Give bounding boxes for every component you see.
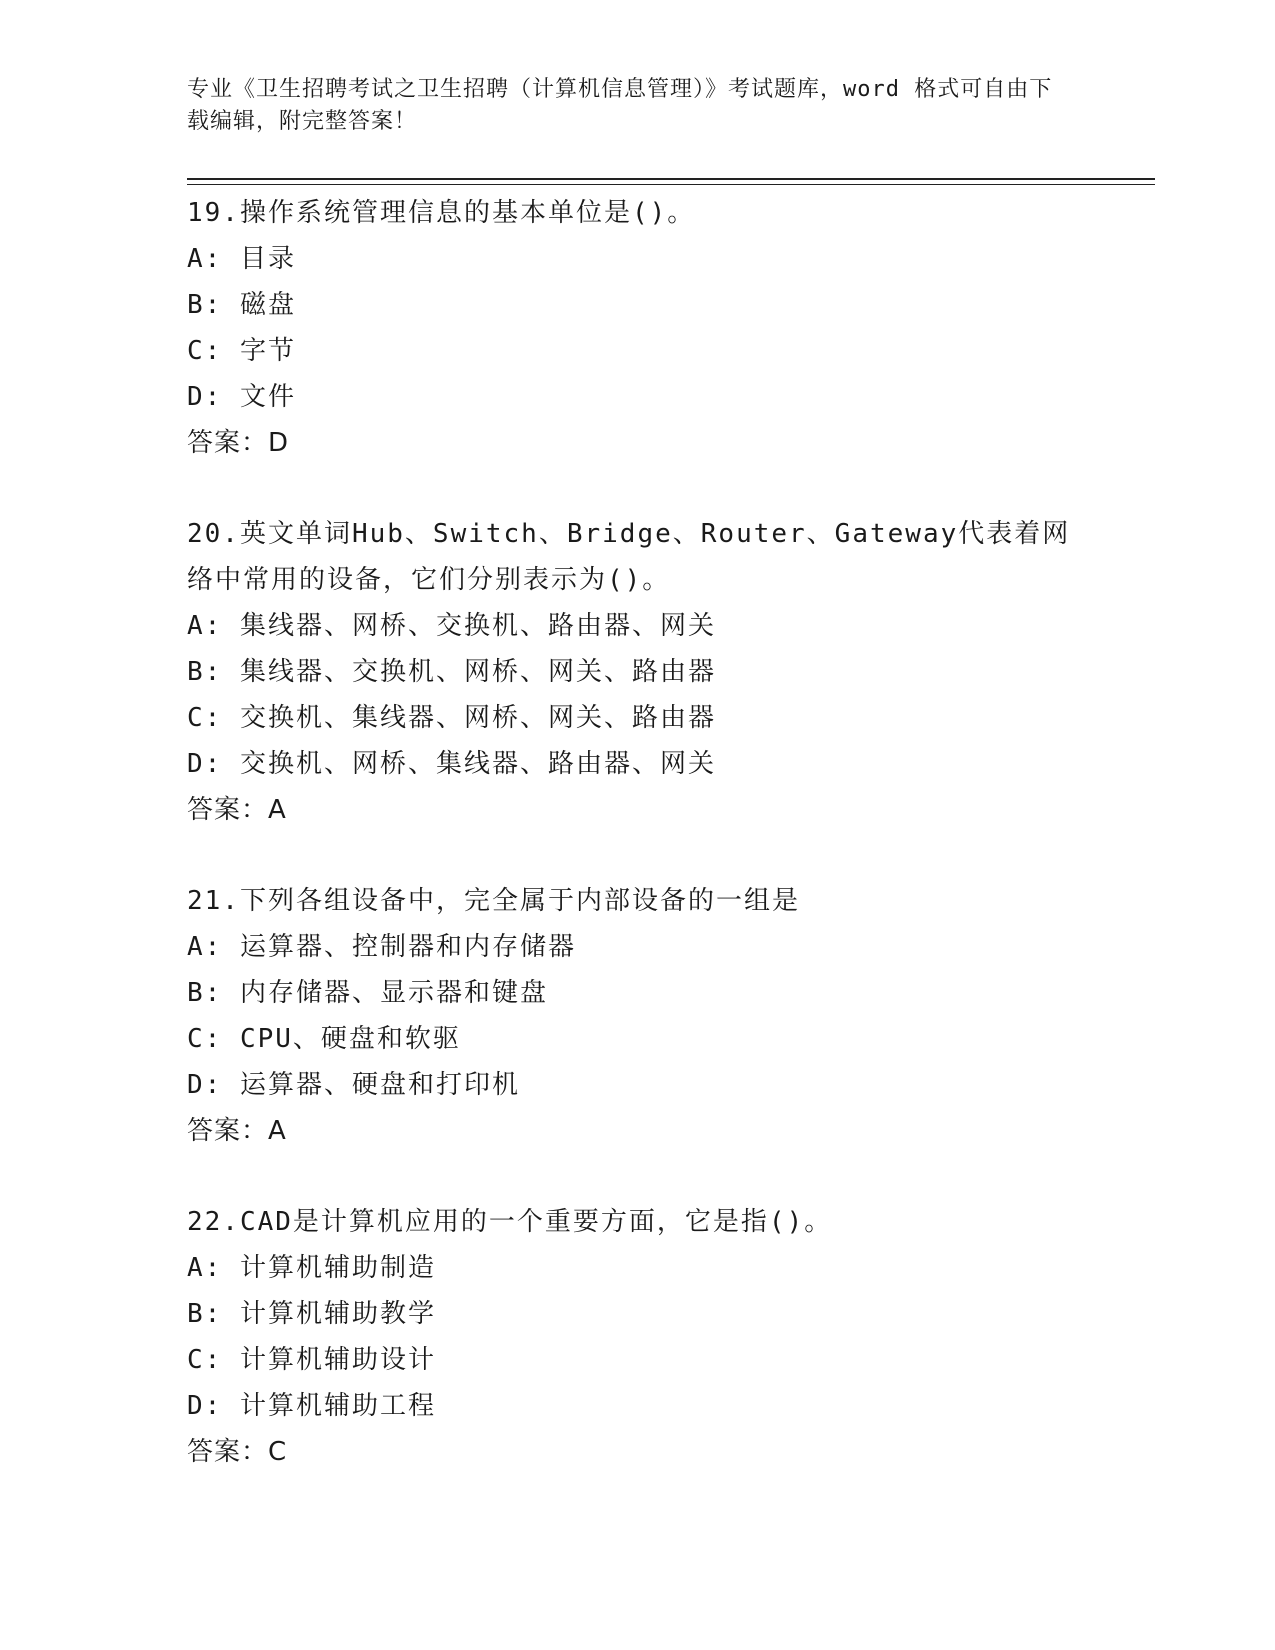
option-b: B: 集线器、交换机、网桥、网关、路由器 [187,657,716,687]
question-stem: 20.英文单词Hub、Switch、Bridge、Router、Gateway代表着网络中常用的设备，它们分别表示为()。 [187,519,1071,595]
option-d: D: 计算机辅助工程 [187,1391,436,1421]
option-d: D: 交换机、网桥、集线器、路由器、网关 [187,749,716,779]
option-b: B: 内存储器、显示器和键盘 [187,978,548,1008]
question-20 [187,511,1087,833]
question-21 [187,878,1087,1154]
option-d: D: 运算器、硬盘和打印机 [187,1070,520,1100]
question-list [187,190,1087,1520]
option-a: A: 集线器、网桥、交换机、路由器、网关 [187,611,716,641]
question-stem: 19.操作系统管理信息的基本单位是()。 [187,198,696,228]
option-b: B: 磁盘 [187,290,296,320]
answer-label: 答案：D [187,428,290,458]
option-c: C: 计算机辅助设计 [187,1345,436,1375]
option-c: C: CPU、硬盘和软驱 [187,1024,461,1054]
question-stem: 22.CAD是计算机应用的一个重要方面，它是指()。 [187,1207,833,1237]
option-a: A: 计算机辅助制造 [187,1253,436,1283]
option-c: C: 字节 [187,336,296,366]
option-a: A: 运算器、控制器和内存储器 [187,932,576,962]
question-22 [187,1199,1087,1475]
option-b: B: 计算机辅助教学 [187,1299,436,1329]
question-stem: 21.下列各组设备中，完全属于内部设备的一组是 [187,886,800,916]
answer-label: 答案：C [187,1437,288,1467]
question-19 [187,190,1087,466]
option-a: A: 目录 [187,244,296,274]
answer-label: 答案：A [187,795,287,825]
header-divider-thick [187,178,1155,180]
header-divider-thin [187,184,1155,185]
document-header: 专业《卫生招聘考试之卫生招聘（计算机信息管理）》考试题库，word 格式可自由下载编辑，附完整答案！ [187,77,1053,134]
option-d: D: 文件 [187,382,296,412]
answer-label: 答案：A [187,1116,287,1146]
option-c: C: 交换机、集线器、网桥、网关、路由器 [187,703,716,733]
